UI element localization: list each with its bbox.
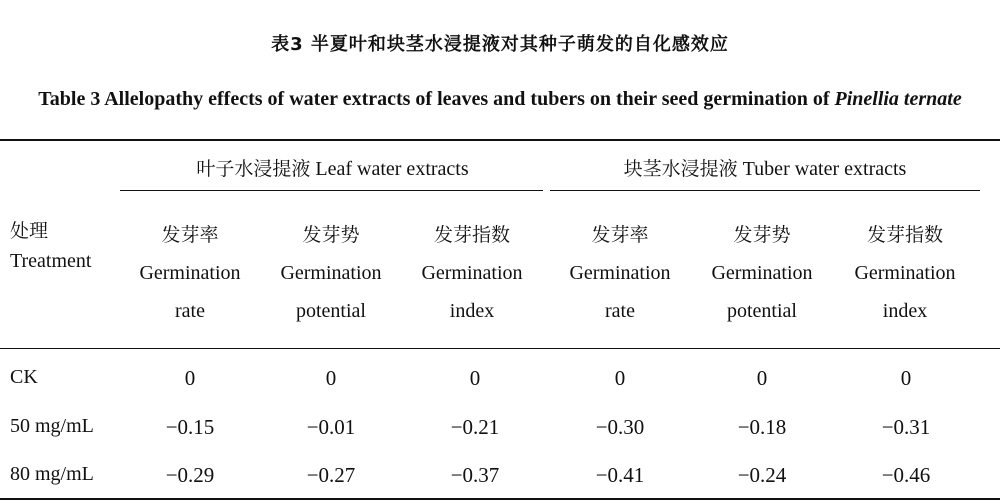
col-header-4-en1: Germination — [569, 262, 671, 284]
group-header-tuber-en: Tuber water extracts — [742, 158, 907, 180]
col-header-1 — [120, 224, 260, 322]
table-caption-cn: 表3 半夏叶和块茎水浸提液对其种子萌发的自化感效应 — [271, 34, 729, 55]
caption-en-text: Table 3 Allelopathy effects of water extracts of leaves and tubers on their seed germination of — [38, 88, 835, 110]
cell-80-3: −0.37 — [450, 463, 500, 487]
bottom-rule — [0, 498, 1000, 500]
group-header-leaf — [120, 158, 545, 180]
group-header-leaf-cn: 叶子水浸提液 — [196, 158, 311, 180]
col-header-4-en2: rate — [605, 300, 635, 322]
row-label-50: 50 mg/mL — [10, 415, 94, 437]
col-header-4 — [550, 224, 690, 322]
row-header-cn: 处理 — [10, 220, 49, 242]
row-label-80: 80 mg/mL — [10, 463, 94, 485]
group-header-tuber-cn: 块茎水浸提液 — [623, 158, 738, 180]
cell-80-1: −0.29 — [165, 463, 215, 487]
col-header-2-en1: Germination — [280, 262, 382, 284]
col-header-6-cn: 发芽指数 — [866, 224, 943, 246]
cell-50-5: −0.18 — [737, 415, 787, 439]
col-header-1-en1: Germination — [139, 262, 241, 284]
cell-50-3: −0.21 — [450, 415, 500, 439]
col-header-6-en2: index — [882, 300, 928, 322]
col-header-6-en1: Germination — [854, 262, 956, 284]
group-header-tuber — [550, 158, 980, 180]
row-header-en: Treatment — [10, 250, 92, 272]
col-header-3-en1: Germination — [421, 262, 523, 284]
cell-80-6: −0.46 — [881, 463, 931, 487]
row-header-treatment — [10, 220, 90, 272]
cell-ck-3: 0 — [469, 366, 481, 390]
cell-ck-2: 0 — [325, 366, 337, 390]
col-header-6 — [835, 224, 975, 322]
col-header-5-en2: potential — [727, 300, 797, 322]
cell-50-2: −0.01 — [306, 415, 356, 439]
cell-ck-6: 0 — [900, 366, 912, 390]
col-header-4-cn: 发芽率 — [591, 224, 649, 246]
col-header-2-cn: 发芽势 — [302, 224, 360, 246]
col-header-3-en2: index — [449, 300, 495, 322]
col-header-5 — [692, 224, 832, 322]
header-rule — [0, 348, 1000, 349]
col-header-1-cn: 发芽率 — [161, 224, 219, 246]
col-header-3-cn: 发芽指数 — [433, 224, 510, 246]
row-label-ck: CK — [10, 366, 38, 388]
table-caption-en — [0, 88, 1000, 111]
col-header-2-en2: potential — [296, 300, 366, 322]
cell-80-5: −0.24 — [737, 463, 787, 487]
cell-ck-1: 0 — [184, 366, 196, 390]
group-header-leaf-en: Leaf water extracts — [315, 158, 469, 180]
caption-en-species: Pinellia ternate — [834, 88, 962, 110]
group-rule-leaf — [120, 190, 543, 191]
top-rule — [0, 139, 1000, 141]
col-header-3 — [402, 224, 542, 322]
cell-50-1: −0.15 — [165, 415, 215, 439]
group-rule-tuber — [550, 190, 980, 191]
col-header-5-cn: 发芽势 — [733, 224, 791, 246]
col-header-1-en2: rate — [175, 300, 205, 322]
col-header-2 — [261, 224, 401, 322]
cell-50-6: −0.31 — [881, 415, 931, 439]
cell-80-4: −0.41 — [595, 463, 645, 487]
cell-80-2: −0.27 — [306, 463, 356, 487]
cell-50-4: −0.30 — [595, 415, 645, 439]
col-header-5-en1: Germination — [711, 262, 813, 284]
cell-ck-4: 0 — [614, 366, 626, 390]
cell-ck-5: 0 — [756, 366, 768, 390]
